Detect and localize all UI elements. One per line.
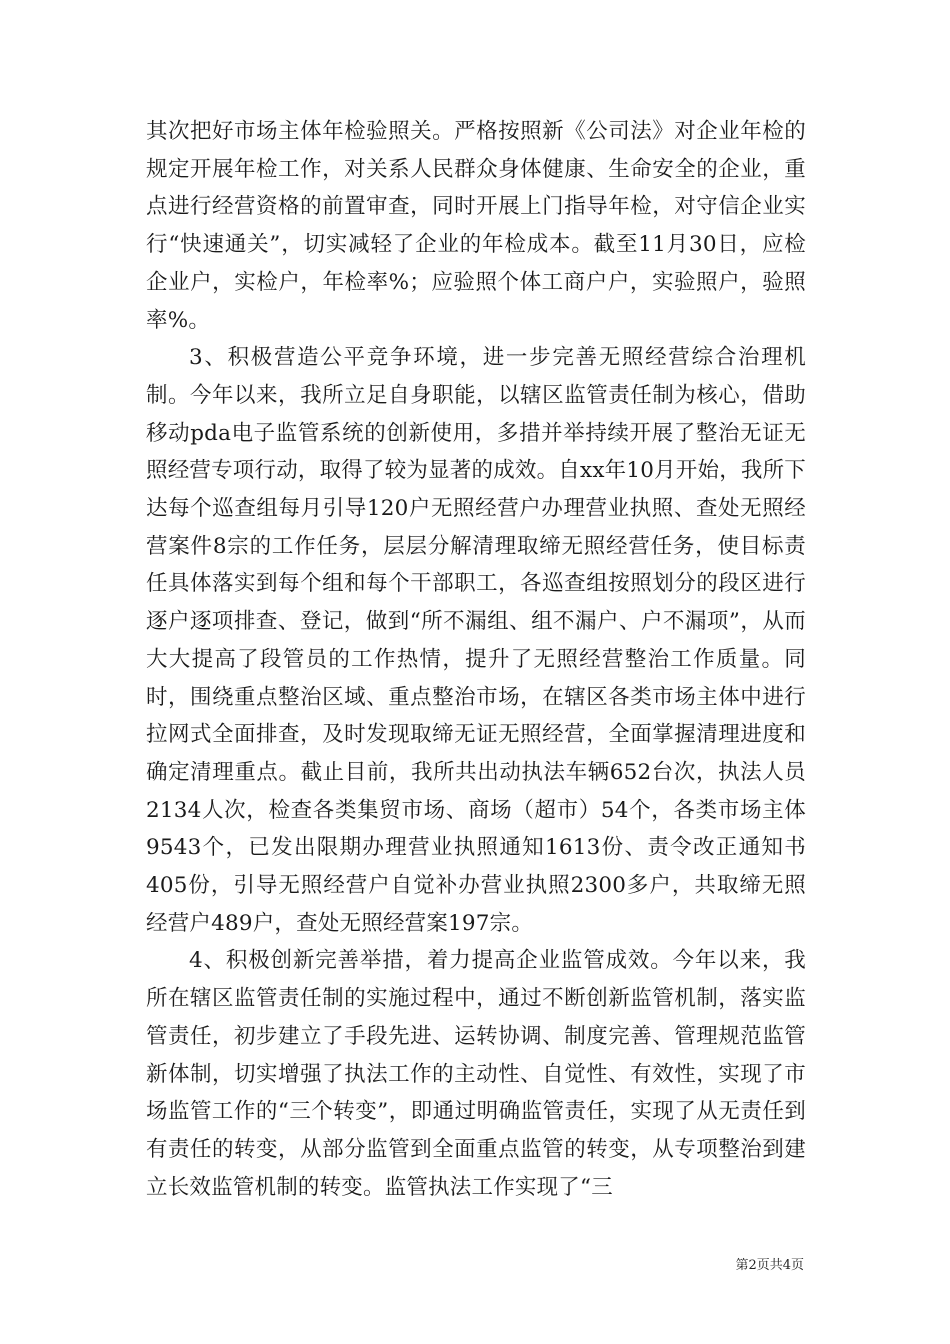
document-body [146, 113, 806, 1206]
paragraph-enterprise-supervision: 4、积极创新完善举措，着力提高企业监管成效。今年以来，我所在辖区监管责任制的实施过程中，通过不断创新监管机制，落实监管责任，初步建立了手段先进、运转协调、制度完善、管理规范监管新体制，切实增强了执法工作的主动性、自觉性、有效性，实现了市场监管工作的“三个转变”，即通过明确监管责任，实现了从无责任到有责任的转变，从部分监管到全面重点监管的转变，从专项整治到建立长效监管机制的转变。监管执法工作实现了“三 [146, 948, 806, 1200]
paragraph-fair-competition: 3、积极营造公平竞争环境，进一步完善无照经营综合治理机制。今年以来，我所立足自身职能，以辖区监管责任制为核心，借助移动pda电子监管系统的创新使用，多措并举持续开展了整治无证无照经营专项行动，取得了较为显著的成效。自xx年10月开始，我所下达每个巡查组每月引导120户无照经营户办理营业执照、查处无照经营案件8宗的工作任务，层层分解清理取缔无照经营任务，使目标责任具体落实到每个组和每个干部职工，各巡查组按照划分的段区进行逐户逐项排查、登记，做到“所不漏组、组不漏户、户不漏项”，从而大大提高了段管员的工作热情，提升了无照经营整治工作质量。同时，围绕重点整治区域、重点整治市场，在辖区各类市场主体中进行拉网式全面排查，及时发现取缔无证无照经营，全面掌握清理进度和确定清理重点。截止目前，我所共出动执法车辆652台次，执法人员2134人次，检查各类集贸市场、商场（超市）54个，各类市场主体9543个，已发出限期办理营业执照通知1613份、责令改正通知书405份，引导无照经营户自觉补办营业执照2300多户，共取缔无照经营户489户，查处无照经营案197宗。 [146, 345, 807, 936]
paragraph-annual-inspection: 其次把好市场主体年检验照关。严格按照新《公司法》对企业年检的规定开展年检工作，对关系人民群众身体健康、生命安全的企业，重点进行经营资格的前置审查，同时开展上门指导年检，对守信企业实行“快速通关”，切实减轻了企业的年检成本。截至11月30日，应检企业户，实检户，年检率%；应验照个体工商户户，实验照户，验照率%。 [146, 119, 806, 333]
page-number-footer: 第2页共4页 [735, 1258, 804, 1273]
